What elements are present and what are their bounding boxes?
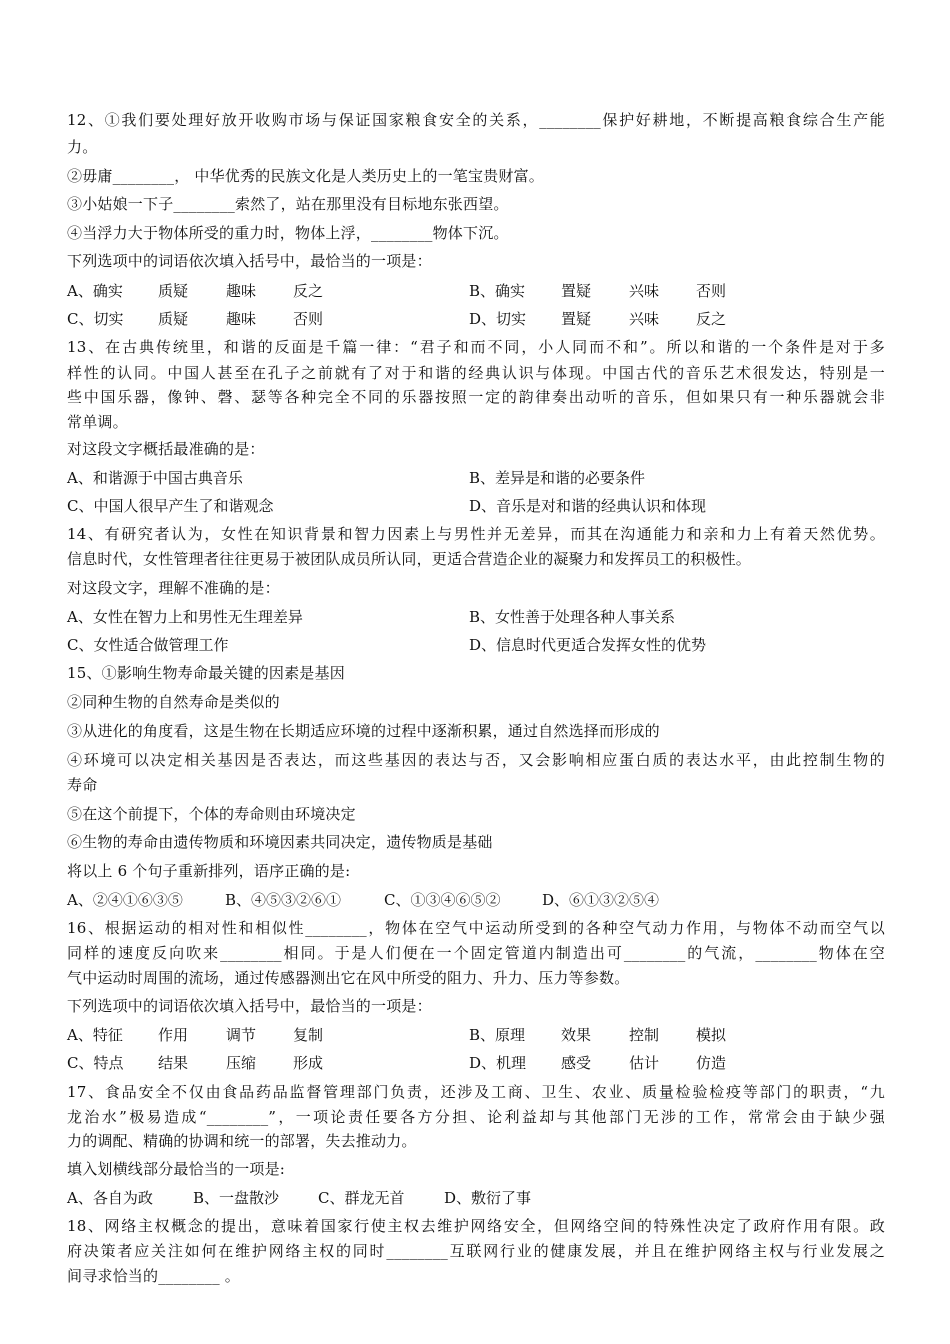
q12-option-b-word-4: 否则 (696, 282, 727, 300)
q16-line-1: 16、根据运动的相对性和相似性________，物体在空气中运动所受到的各种空气动力作用，与物体不动而空气以 (67, 919, 885, 937)
q12-option-c-word-2: 质疑 (158, 310, 189, 328)
q17-option-d: D、敷衍了事 (444, 1189, 532, 1207)
q16-option-b-word-2: 效果 (561, 1026, 592, 1044)
q14-option-c: C、女性适合做管理工作 (67, 636, 229, 654)
q16-line-3: 气中运动时周围的流场，通过传感器测出它在风中所受的阻力、升力、压力等参数。 (67, 969, 630, 987)
q12-option-d-word-3: 兴味 (629, 310, 660, 328)
q16-option-d-word-1: D、机理 (469, 1054, 527, 1072)
q13-option-a: A、和谐源于中国古典音乐 (67, 469, 243, 487)
q12-option-d-word-4: 反之 (696, 310, 727, 328)
q15-sentence-1: 15、①影响生物寿命最关键的因素是基因 (67, 664, 345, 682)
q17-options (67, 1185, 885, 1211)
q12-option-a-word-1: A、确实 (67, 282, 123, 300)
q13-option-b: B、差异是和谐的必要条件 (469, 469, 646, 487)
q14-line-1: 14、有研究者认为，女性在知识背景和智力因素上与男性并无差异，而其在沟通能力和亲和力上有着天然优势。 (67, 525, 885, 543)
q12-sentence-4: ④当浮力大于物体所受的重力时，物体上浮，________物体下沉。 (67, 224, 509, 242)
q15-sentence-4-cont: 寿命 (67, 776, 98, 794)
q14-prompt: 对这段文字，理解不准确的是： (67, 579, 280, 597)
q13-option-c: C、中国人很早产生了和谐观念 (67, 497, 274, 515)
q16-options-row-2 (67, 1050, 885, 1076)
q17-line-3: 力的调配、精确的协调和统一的部署，失去推动力。 (67, 1132, 417, 1150)
q16-option-d-word-4: 仿造 (696, 1054, 727, 1072)
q15-sentence-3: ③从进化的角度看，这是生物在长期适应环境的过程中逐渐积累，通过自然选择而形成的 (67, 722, 660, 740)
q12-line-2: 力。 (67, 138, 98, 156)
q18-line-2: 府决策者应关注如何在维护网络主权的同时________互联网行业的健康发展，并且在维护网络主权与行业发展之 (67, 1242, 885, 1260)
q12-prompt: 下列选项中的词语依次填入括号中，最恰当的一项是： (67, 252, 432, 270)
q13-options-row-2 (67, 493, 885, 519)
q13-line-4: 常单调。 (67, 413, 128, 431)
q16-option-a-word-3: 调节 (226, 1026, 257, 1044)
q12-option-b-word-1: B、确实 (469, 282, 526, 300)
q12-option-a-word-4: 反之 (293, 282, 324, 300)
q12-option-c-word-3: 趣味 (226, 310, 257, 328)
q13-line-1: 13、在古典传统里，和谐的反面是千篇一律：“君子和而不同，小人同而不和”。所以和谐的一个条件是对于多 (67, 338, 885, 356)
q12-option-b-word-2: 置疑 (561, 282, 592, 300)
q12-option-c-word-1: C、切实 (67, 310, 124, 328)
q12-option-d-word-1: D、切实 (469, 310, 527, 328)
q17-prompt: 填入划横线部分最恰当的一项是: (67, 1160, 286, 1178)
q16-option-a-word-1: A、特征 (67, 1026, 123, 1044)
q14-line-2: 信息时代，女性管理者往往更易于被团队成员所认同，更适合营造企业的凝聚力和发挥员工的积极性。 (67, 550, 752, 568)
q15-sentence-2: ②同种生物的自然寿命是类似的 (67, 693, 280, 711)
q15-option-a: A、②④①⑥③⑤ (67, 891, 183, 909)
q15-sentence-5: ⑤在这个前提下，个体的寿命则由环境决定 (67, 805, 356, 823)
q15-option-b: B、④⑤③②⑥① (225, 891, 342, 909)
q12-sentence-3: ③小姑娘一下子________索然了，站在那里没有目标地东张西望。 (67, 195, 509, 213)
q16-line-2: 同样的速度反向吹来________相同。于是人们便在一个固定管道内制造出可________的气流，________物体在空 (67, 944, 885, 962)
q17-option-c: C、群龙无首 (318, 1189, 405, 1207)
q13-line-3: 些中国乐器，像钟、磬、瑟等各种完全不同的乐器按照一定的韵律奏出动听的音乐，但如果只有一种乐器就会非 (67, 388, 885, 406)
q17-option-a: A、各自为政 (67, 1189, 153, 1207)
q16-option-b-word-3: 控制 (629, 1026, 660, 1044)
q15-options (67, 887, 885, 913)
q16-option-b-word-1: B、原理 (469, 1026, 526, 1044)
q17-line-1: 17、食品安全不仅由食品药品监督管理部门负责，还涉及工商、卫生、农业、质量检验检疫等部门的职责，“九 (67, 1083, 885, 1101)
q13-option-d: D、音乐是对和谐的经典认识和体现 (469, 497, 707, 515)
q13-options-row-1 (67, 465, 885, 491)
q14-options-row-2 (67, 632, 885, 658)
q16-option-d-word-2: 感受 (561, 1054, 592, 1072)
q15-sentence-4: ④环境可以决定相关基因是否表达，而这些基因的表达与否，又会影响相应蛋白质的表达水平，由此控制生物的 (67, 751, 885, 769)
q12-sentence-2: ②毋庸________， 中华优秀的民族文化是人类历史上的一笔宝贵财富。 (67, 167, 544, 185)
q15-sentence-6: ⑥生物的寿命由遗传物质和环境因素共同决定，遗传物质是基础 (67, 833, 493, 851)
q17-line-2: 龙治水”极易造成“________”，一项论责任要各方分担、论利益却与其他部门无涉的工作，常常会由于缺少强 (67, 1108, 885, 1126)
q18-line-1: 18、网络主权概念的提出，意味着国家行使主权去维护网络安全，但网络空间的特殊性决定了政府作用有限。政 (67, 1217, 885, 1235)
q15-option-c: C、①③④⑥⑤② (384, 891, 501, 909)
q12-option-a-word-2: 质疑 (158, 282, 189, 300)
q14-option-d: D、信息时代更适合发挥女性的优势 (469, 636, 707, 654)
q14-options-row-1 (67, 604, 885, 630)
q12-options-row-2 (67, 306, 885, 332)
q16-options-row-1 (67, 1022, 885, 1048)
q12-line-1: 12、①我们要处理好放开收购市场与保证国家粮食安全的关系，________保护好耕地，不断提高粮食综合生产能 (67, 111, 885, 129)
q12-option-d-word-2: 置疑 (561, 310, 592, 328)
q16-option-c-word-3: 压缩 (226, 1054, 257, 1072)
q13-prompt: 对这段文字概括最准确的是： (67, 440, 265, 458)
q16-option-a-word-4: 复制 (293, 1026, 324, 1044)
q12-option-b-word-3: 兴味 (629, 282, 660, 300)
q16-option-b-word-4: 模拟 (696, 1026, 727, 1044)
q12-option-c-word-4: 否则 (293, 310, 324, 328)
q17-option-b: B、一盘散沙 (193, 1189, 280, 1207)
q16-option-d-word-3: 估计 (629, 1054, 660, 1072)
q13-line-2: 样性的认同。中国人甚至在孔子之前就有了对于和谐的经典认识与体现。中国古代的音乐艺术很发达，特别是一 (67, 364, 885, 382)
q16-option-c-word-2: 结果 (158, 1054, 189, 1072)
q16-option-c-word-4: 形成 (293, 1054, 324, 1072)
q16-option-c-word-1: C、特点 (67, 1054, 124, 1072)
q12-option-a-word-3: 趣味 (226, 282, 257, 300)
q14-option-b: B、女性善于处理各种人事关系 (469, 608, 676, 626)
q12-options-row-1 (67, 278, 885, 304)
q18-line-3: 间寻求恰当的________ 。 (67, 1267, 240, 1285)
q16-option-a-word-2: 作用 (158, 1026, 189, 1044)
q15-option-d: D、⑥①③②⑤④ (542, 891, 660, 909)
q14-option-a: A、女性在智力上和男性无生理差异 (67, 608, 303, 626)
q16-prompt: 下列选项中的词语依次填入括号中，最恰当的一项是： (67, 997, 432, 1015)
q15-prompt: 将以上 6 个句子重新排列，语序正确的是: (67, 862, 351, 880)
